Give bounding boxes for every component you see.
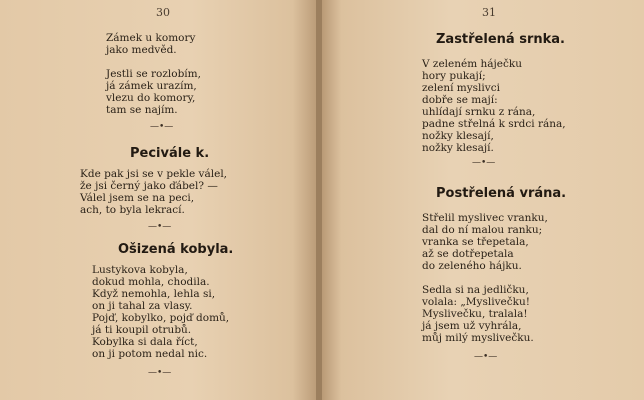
poem-line: já ti koupil otrubů. [92, 324, 192, 336]
ornament: —•— [472, 158, 496, 168]
ornament: —•— [150, 122, 174, 132]
poem-line: tam se najím. [106, 104, 178, 116]
page-number: 30 [156, 6, 170, 19]
poem-line: dobře se mají: [422, 94, 498, 106]
poem-line: Pojď, kobylko, pojď domů, [92, 312, 230, 324]
poem-title: Pecivále k. [130, 146, 210, 161]
poem-line: V zeleném háječku [422, 58, 523, 70]
poem-line: nožky klesají. [422, 142, 494, 154]
poem-line: zelení myslivci [422, 82, 500, 94]
poem-line: vlezu do komory, [106, 92, 196, 104]
poem-line: já zámek urazím, [106, 80, 197, 92]
ornament: —•— [148, 222, 172, 232]
poem-line: hory pukají; [422, 70, 486, 82]
poem-line: Sedla si na jedličku, [422, 284, 529, 296]
poem-title: Ošizená kobyla. [118, 242, 234, 257]
poem-line: můj milý myslivečku. [422, 332, 534, 344]
poem-line: Zámek u komory [106, 32, 196, 44]
poem-line: jako medvěd. [106, 44, 177, 56]
poem-line: volala: „Myslivečku! [422, 296, 530, 308]
poem-line: já jsem už vyhrála, [422, 320, 522, 332]
ornament: —•— [148, 368, 172, 378]
poem-line: Myslivečku, tralala! [422, 308, 528, 320]
right-page [322, 0, 644, 400]
poem-line: že jsi černý jako ďábel? — [80, 180, 218, 192]
poem-line: Jestli se rozlobím, [106, 68, 201, 80]
poem-line: dokud mohla, chodila. [92, 276, 210, 288]
poem-line: Kde pak jsi se v pekle válel, [80, 168, 228, 180]
page-number: 31 [482, 6, 496, 19]
poem-line: vranka se třepetala, [422, 236, 529, 248]
poem-line: padne střelná k srdci rána, [422, 118, 566, 130]
poem-line: Válel jsem se na peci, [80, 192, 195, 204]
poem-line: až se dotřepetala [422, 248, 514, 260]
poem-line: Kobylka si dala říct, [92, 336, 198, 348]
poem-line: Střelil myslivec vranku, [422, 212, 548, 224]
poem-line: nožky klesají, [422, 130, 494, 142]
poem-line: ach, to byla lekrací. [80, 204, 185, 216]
poem-line: Když nemohla, lehla si, [92, 288, 216, 300]
poem-line: dal do ní malou ranku; [422, 224, 543, 236]
ornament: —•— [474, 352, 498, 362]
poem-line: Lustykova kobyla, [92, 264, 188, 276]
poem-title: Zastřelená srnka. [436, 32, 565, 47]
poem-line: on ji tahal za vlasy. [92, 300, 193, 312]
poem-title: Postřelená vrána. [436, 186, 567, 201]
poem-line: uhlídají srnku z rána, [422, 106, 536, 118]
poem-line: on ji potom nedal nic. [92, 348, 208, 360]
poem-line: do zeleného hájku. [422, 260, 522, 272]
left-page [0, 0, 318, 400]
